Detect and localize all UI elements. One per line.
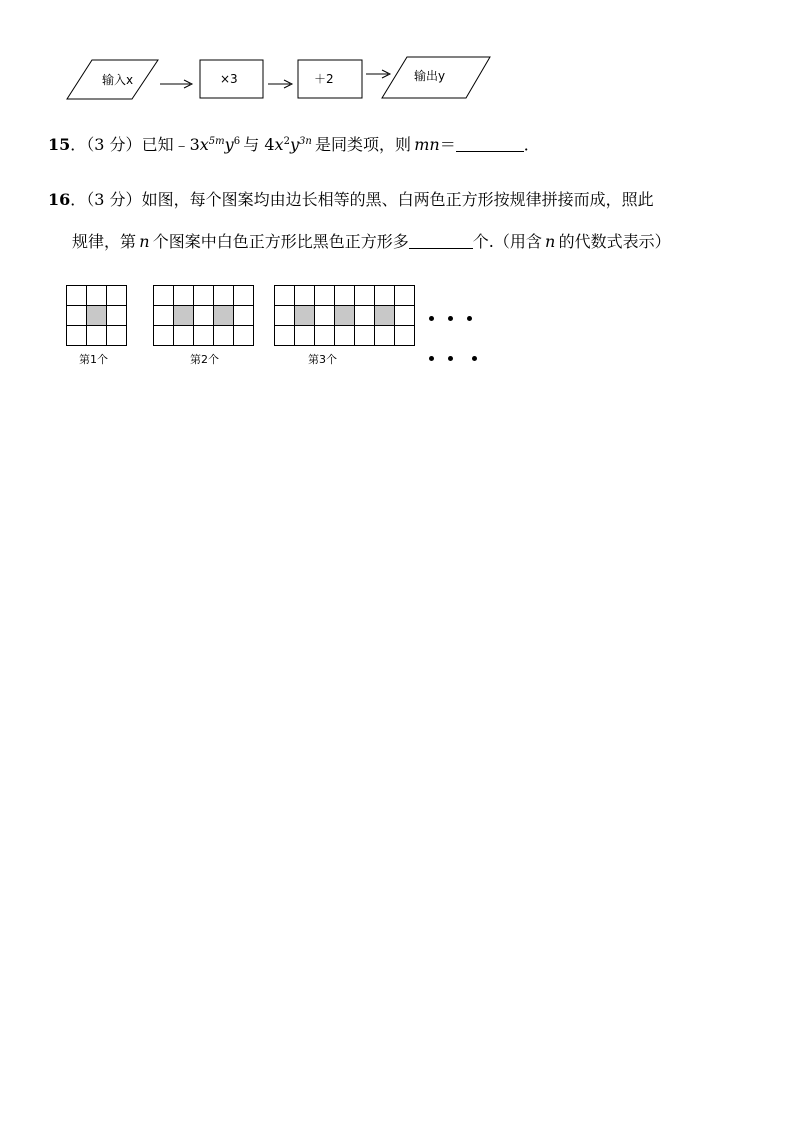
- output-label: 输出y: [414, 69, 446, 83]
- dot: [429, 316, 434, 321]
- dark-square: [375, 306, 395, 326]
- white-square: [315, 306, 335, 326]
- white-square: [355, 306, 375, 326]
- white-square: [154, 306, 174, 326]
- white-square: [67, 326, 87, 346]
- exponent-5m: 5m: [208, 136, 225, 147]
- white-square: [275, 326, 295, 346]
- exponent-3n: 3n: [299, 136, 312, 147]
- q16-line-2-c: 个.（用含: [472, 232, 542, 251]
- question-15: [48, 135, 540, 155]
- q16-line-2-b: 个图案中白色正方形比黑色正方形多: [152, 232, 409, 251]
- dot: [467, 316, 472, 321]
- var-x: x: [199, 135, 209, 154]
- white-square: [335, 286, 355, 306]
- white-square: [375, 326, 395, 346]
- white-square: [315, 286, 335, 306]
- q15-text-d: ＝: [439, 135, 456, 154]
- white-square: [107, 286, 127, 306]
- dark-square: [335, 306, 355, 326]
- white-square: [154, 326, 174, 346]
- q15-text-end: ．: [523, 135, 540, 154]
- question-points: （3 分）: [86, 190, 142, 209]
- var-mn: mn: [414, 135, 440, 154]
- white-square: [67, 286, 87, 306]
- white-square: [174, 326, 194, 346]
- dark-square: [295, 306, 315, 326]
- white-square: [234, 326, 254, 346]
- white-square: [315, 326, 335, 346]
- white-square: [395, 326, 415, 346]
- pattern-grid-3: [274, 285, 415, 346]
- white-square: [174, 286, 194, 306]
- dark-square: [214, 306, 234, 326]
- answer-blank[interactable]: [409, 232, 473, 249]
- dot: [448, 316, 453, 321]
- white-square: [355, 326, 375, 346]
- q16-line-2-a: 规律，第: [72, 232, 137, 251]
- white-square: [335, 326, 355, 346]
- white-square: [275, 306, 295, 326]
- dark-square: [87, 306, 107, 326]
- question-separator: ．: [70, 190, 87, 209]
- q15-text-b: 与 4: [243, 135, 275, 154]
- var-y: y: [224, 135, 234, 154]
- white-square: [234, 306, 254, 326]
- white-square: [107, 326, 127, 346]
- white-square: [355, 286, 375, 306]
- white-square: [87, 286, 107, 306]
- question-separator: ．: [70, 135, 87, 154]
- q15-text-a: 已知﹣3: [141, 135, 200, 154]
- dot: [448, 356, 453, 361]
- q15-text-c: 是同类项，则: [315, 135, 412, 154]
- dot: [429, 356, 434, 361]
- white-square: [234, 286, 254, 306]
- white-square: [214, 286, 234, 306]
- input-label: 输入x: [102, 73, 134, 87]
- figure-caption: 第3个: [308, 353, 337, 366]
- white-square: [295, 286, 315, 306]
- white-square: [375, 286, 395, 306]
- figure-caption: 第2个: [190, 353, 219, 366]
- var-x: x: [274, 135, 284, 154]
- question-number: 16: [48, 190, 71, 209]
- white-square: [395, 286, 415, 306]
- question-16-line-1: [48, 190, 654, 210]
- white-square: [154, 286, 174, 306]
- white-square: [67, 306, 87, 326]
- exponent-6: 6: [233, 136, 241, 147]
- var-n: n: [139, 232, 150, 251]
- question-16-line-2: [72, 232, 671, 252]
- white-square: [194, 286, 214, 306]
- question-number: 15: [48, 135, 71, 154]
- flowchart-shapes: [0, 0, 794, 130]
- white-square: [395, 306, 415, 326]
- answer-blank[interactable]: [456, 135, 524, 152]
- dark-square: [174, 306, 194, 326]
- exponent-2: 2: [283, 136, 290, 147]
- dot: [472, 356, 477, 361]
- figure-caption: 第1个: [79, 353, 108, 366]
- white-square: [275, 286, 295, 306]
- white-square: [87, 326, 107, 346]
- white-square: [214, 326, 234, 346]
- add-label: ＋2: [314, 72, 334, 86]
- q16-line-1-text: 如图，每个图案均由边长相等的黑、白两色正方形按规律拼接而成，照此: [141, 190, 654, 209]
- var-n: n: [545, 232, 556, 251]
- white-square: [107, 306, 127, 326]
- white-square: [194, 326, 214, 346]
- white-square: [295, 326, 315, 346]
- pattern-grid-1: [66, 285, 127, 346]
- pattern-grid-2: [153, 285, 254, 346]
- white-square: [194, 306, 214, 326]
- question-points: （3 分）: [86, 135, 142, 154]
- var-y: y: [289, 135, 299, 154]
- multiply-label: ×3: [220, 72, 238, 86]
- q16-line-2-d: 的代数式表示）: [558, 232, 671, 251]
